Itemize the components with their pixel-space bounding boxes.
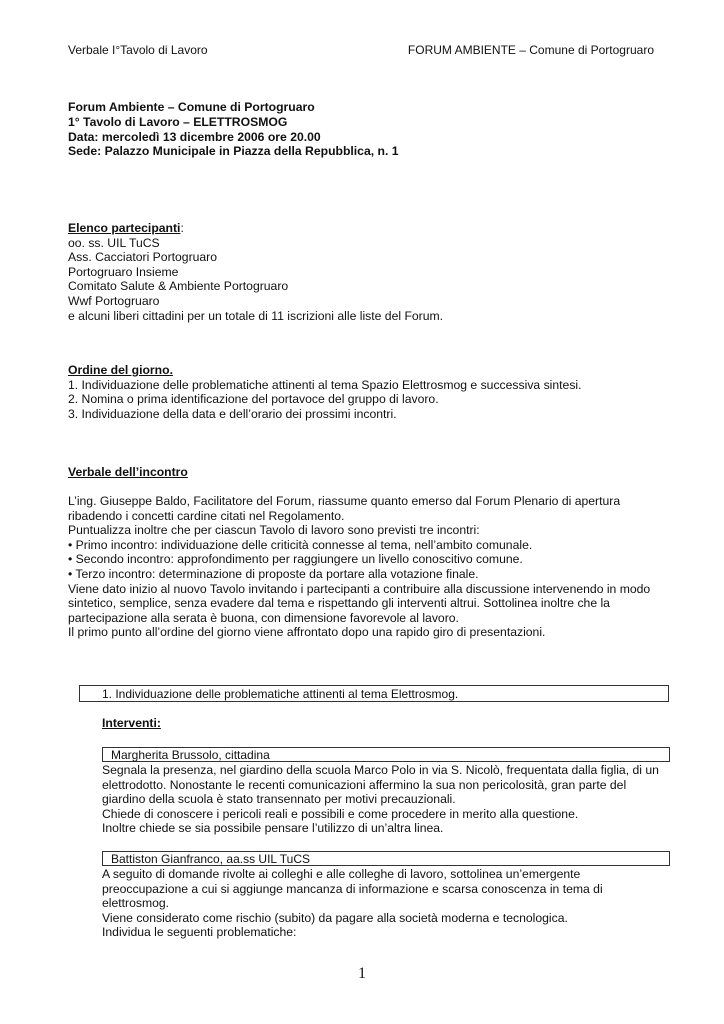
participant-item: Comitato Salute & Ambiente Portogruaro bbox=[68, 279, 289, 294]
minutes-line: partecipazione alla serata è buona, con dimensione favorevole al lavoro. bbox=[68, 610, 459, 625]
agenda-item-box-text: 1. Individuazione delle problematiche attinenti al tema Elettrosmog. bbox=[102, 687, 459, 701]
participant-item: Ass. Cacciatori Portogruaro bbox=[68, 250, 218, 265]
page-header-left: Verbale I°Tavolo di Lavoro bbox=[68, 43, 208, 57]
statement-line: Individua le seguenti problematiche: bbox=[102, 925, 297, 940]
title-line: Forum Ambiente – Comune di Portogruaro bbox=[68, 100, 315, 114]
statement-line: Segnala la presenza, nel giardino della scuola Marco Polo in via S. Nicolò, frequentata dalla figlia, di un bbox=[102, 763, 659, 777]
minutes-line: Puntualizza inoltre che per ciascun Tavolo di lavoro sono previsti tre incontri: bbox=[68, 523, 480, 538]
participants-section bbox=[68, 221, 443, 323]
statement-line: elettrodotto. Nonostante le recenti comunicazioni affermino la sua non pericolosità, gran parte del bbox=[102, 777, 627, 792]
participants-heading-colon: : bbox=[180, 221, 184, 235]
participant-item: Portogruaro Insieme bbox=[68, 264, 179, 279]
speaker-name-box: Margherita Brussolo, cittadina bbox=[102, 747, 670, 762]
minutes-heading: Verbale dell’incontro bbox=[68, 465, 188, 479]
participant-item: e alcuni liberi cittadini per un totale di 11 iscrizioni alle liste del Forum. bbox=[68, 308, 444, 323]
minutes-bullet: • Secondo incontro: approfondimento per raggiungere un livello conoscitivo comune. bbox=[68, 552, 523, 567]
minutes-bullet: • Terzo incontro: determinazione di proposte da portare alla votazione finale. bbox=[68, 566, 479, 581]
speaker-statement bbox=[102, 867, 672, 940]
speaker-statement bbox=[102, 763, 672, 836]
agenda-item-box bbox=[79, 685, 669, 702]
title-line: 1° Tavolo di Lavoro – ELETTROSMOG bbox=[68, 114, 288, 129]
agenda-item: 2. Nomina o prima identificazione del portavoce del gruppo di lavoro. bbox=[68, 392, 439, 407]
interventi-heading: Interventi: bbox=[102, 716, 161, 730]
title-line: Sede: Palazzo Municipale in Piazza della Repubblica, n. 1 bbox=[68, 144, 399, 159]
minutes-line: ribadendo i concetti cardine citati nel Regolamento. bbox=[68, 508, 345, 523]
minutes-line: L’ing. Giuseppe Baldo, Facilitatore del Forum, riassume quanto emerso dal Forum Plenario di apertura bbox=[68, 494, 621, 508]
participant-item: Wwf Portogruaro bbox=[68, 293, 160, 308]
agenda-heading: Ordine del giorno. bbox=[68, 363, 173, 377]
statement-line: Inoltre chiede se sia possibile pensare l’utilizzo di un’altra linea. bbox=[102, 821, 444, 836]
statement-line: Viene considerato come rischio (subito) da pagare alla società moderna e tecnologica. bbox=[102, 910, 568, 925]
agenda-section bbox=[68, 363, 582, 421]
minutes-body bbox=[68, 494, 668, 640]
statement-line: giardino della scuola è stato transennato per motivi precauzionali. bbox=[102, 792, 456, 807]
participants-heading: Elenco partecipanti bbox=[68, 221, 181, 235]
speaker-name-box: Battiston Gianfranco, aa.ss UIL TuCS bbox=[102, 851, 670, 866]
minutes-line: Il primo punto all’ordine del giorno viene affrontato dopo una rapido giro di presentazioni. bbox=[68, 625, 546, 640]
minutes-line: Viene dato inizio al nuovo Tavolo invitando i partecipanti a contribuire alla discussione intervenendo in modo bbox=[68, 581, 651, 596]
minutes-bullet: • Primo incontro: individuazione delle criticità connesse al tema, nell’ambito comunale. bbox=[68, 537, 533, 552]
statement-line: preoccupazione a cui si aggiunge mancanza di informazione e scarsa conoscenza in tema di bbox=[102, 881, 603, 896]
page-number: 1 bbox=[358, 965, 366, 982]
statement-line: Chiede di conoscere i pericoli reali e possibili e come procedere in merito alla questione. bbox=[102, 806, 579, 821]
minutes-line: sintetico, semplice, senza evadere dal tema e rispettando gli interventi altrui. Sottolinea inoltre che la bbox=[68, 596, 610, 611]
agenda-item: 3. Individuazione della data e dell’orario dei prossimi incontri. bbox=[68, 406, 397, 421]
page-header-right: FORUM AMBIENTE – Comune di Portogruaro bbox=[407, 43, 654, 57]
participant-item: oo. ss. UIL TuCS bbox=[68, 235, 160, 250]
agenda-item: 1. Individuazione delle problematiche attinenti al tema Spazio Elettrosmog e successiva sintesi. bbox=[68, 377, 582, 392]
title-line: Data: mercoledì 13 dicembre 2006 ore 20.00 bbox=[68, 129, 321, 144]
statement-line: elettrosmog. bbox=[102, 896, 170, 911]
statement-line: A seguito di domande rivolte ai colleghi e alle colleghe di lavoro, sottolinea un’emergente bbox=[102, 867, 581, 881]
document-title-block bbox=[68, 100, 399, 159]
